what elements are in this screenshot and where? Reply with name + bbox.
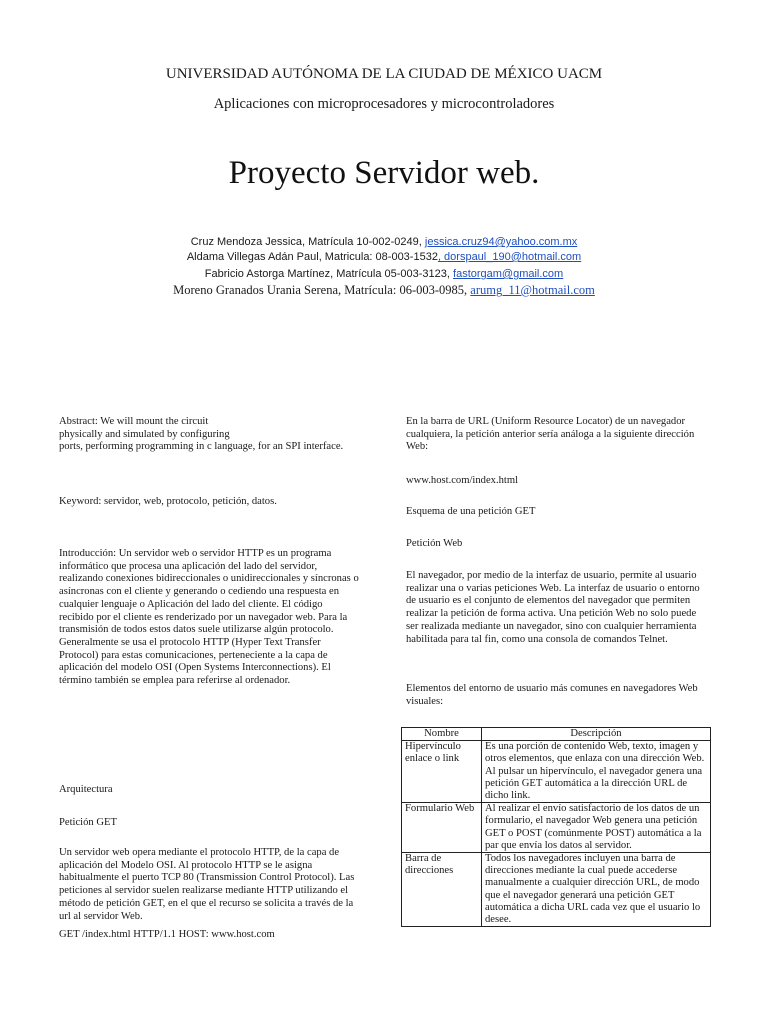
url-paragraph: En la barra de URL (Uniform Resource Locator) de un navegador cualquiera, la petición anterior sería análoga a la siguiente dirección Web: xyxy=(406,416,695,453)
table-cell-name: Hipervínculo enlace o link xyxy=(402,741,482,803)
abstract-paragraph: Abstract: We will mount the circuit physically and simulated by configuring ports, performing programming in c language, for an SPI interface. xyxy=(59,416,344,453)
author-text: Moreno Granados Urania Serena, Matrícula: 06-003-0985, xyxy=(173,283,471,297)
table-header-nombre: Nombre xyxy=(402,728,482,741)
table-cell-name: Formulario Web xyxy=(402,803,482,853)
peticion-web-heading: Petición Web xyxy=(406,538,463,549)
section-heading-arquitectura: Arquitectura xyxy=(59,784,113,795)
author-email-link[interactable]: arumg_11@hotmail.com xyxy=(470,283,595,297)
author-email-link[interactable]: , dorspaul_190@hotmail.com xyxy=(437,251,582,263)
author-text: Fabricio Astorga Martínez, Matrícula 05-003-3123, xyxy=(204,268,454,280)
esquema-heading: Esquema de una petición GET xyxy=(406,506,536,517)
table-cell-name: Barra de direcciones xyxy=(402,853,482,927)
university-name: UNIVERSIDAD AUTÓNOMA DE LA CIUDAD DE MÉXICO UACM xyxy=(165,66,603,82)
get-paragraph: Un servidor web opera mediante el protocolo HTTP, de la capa de aplicación del Modelo OSI. Al protocolo HTTP se le asigna habitualmente el puerto TCP 80 (Transmission Control Protocol). Las peticiones al servidor suelen realizarse mediante HTTP utilizando el método de petición GET, en el que el recurso se solicita a través de la url al servidor Web. xyxy=(59,847,355,922)
table-row xyxy=(402,803,711,853)
keyword-paragraph: Keyword: servidor, web, protocolo, petición, datos. xyxy=(59,496,277,507)
author-line xyxy=(0,283,768,298)
table-cell-description: Es una porción de contenido Web, texto, imagen y otros elementos, que enlaza con una dirección Web. Al pulsar un hipervínculo, el navegador genera una petición GET automática a la dirección URL de dicho link. xyxy=(482,741,711,803)
author-email-link[interactable]: jessica.cruz94@yahoo.com.mx xyxy=(424,236,578,248)
author-line xyxy=(0,268,768,280)
author-line xyxy=(0,251,768,263)
elementos-intro-paragraph: Elementos del entorno de usuario más comunes en navegadores Web visuales: xyxy=(406,683,698,707)
author-text: Aldama Villegas Adán Paul, Matricula: 08-003-1532 xyxy=(186,251,438,263)
get-request-line: GET /index.html HTTP/1.1 HOST: www.host.com xyxy=(59,929,275,940)
author-text: Cruz Mendoza Jessica, Matrícula 10-002-0249, xyxy=(190,236,425,248)
table-row xyxy=(402,741,711,803)
elements-table xyxy=(401,727,711,927)
section-heading-peticion-get: Petición GET xyxy=(59,817,117,828)
url-example: www.host.com/index.html xyxy=(406,475,519,486)
table-header-descripcion: Descripción xyxy=(482,728,711,741)
author-line xyxy=(0,236,768,248)
intro-paragraph: Introducción: Un servidor web o servidor HTTP es un programa informático que procesa una aplicación del lado del servidor, realizando conexiones bidireccionales o unidireccionales y síncronas o asíncronas con el cliente y generando o cediendo una respuesta en cualquier lenguaje o Aplicación del lado del cliente. El código recibido por el cliente es renderizado por un navegador web. Para la transmisión de todos estos datos suele utilizarse algún protocolo. Generalmente se usa el protocolo HTTP (Hyper Text Transfer Protocol) para estas comunicaciones, perteneciente a la capa de aplicación del modelo OSI (Open Systems Interconnections). El término también se emplea para referirse al ordenador. xyxy=(59,548,359,687)
author-email-link[interactable]: fastorgam@gmail.com xyxy=(453,268,564,280)
table-header-row xyxy=(402,728,711,741)
page-title: Proyecto Servidor web. xyxy=(228,155,540,191)
table-cell-description: Todos los navegadores incluyen una barra de direcciones mediante la cual puede accederse manualmente a cualquier dirección URL, de modo que el navegador generará una petición GET automática a dicha URL cada vez que el usuario lo desee. xyxy=(482,853,711,927)
navegador-paragraph: El navegador, por medio de la interfaz de usuario, permite al usuario realizar una o varias peticiones Web. La interfaz de usuario o entorno de usuario es el conjunto de elementos del navegador que permiten realizar la petición de forma activa. Una petición Web no solo puede ser realizada mediante un navegador, sino con cualquier herramienta habilitada para tal fin, como una consola de comandos Telnet. xyxy=(406,570,700,645)
table-row xyxy=(402,853,711,927)
course-name: Aplicaciones con microprocesadores y microcontroladores xyxy=(213,96,555,112)
table-cell-description: Al realizar el envío satisfactorio de los datos de un formulario, el navegador Web genera una petición GET o POST (comúnmente POST) automática a la par que envía los datos al servidor. xyxy=(482,803,711,853)
